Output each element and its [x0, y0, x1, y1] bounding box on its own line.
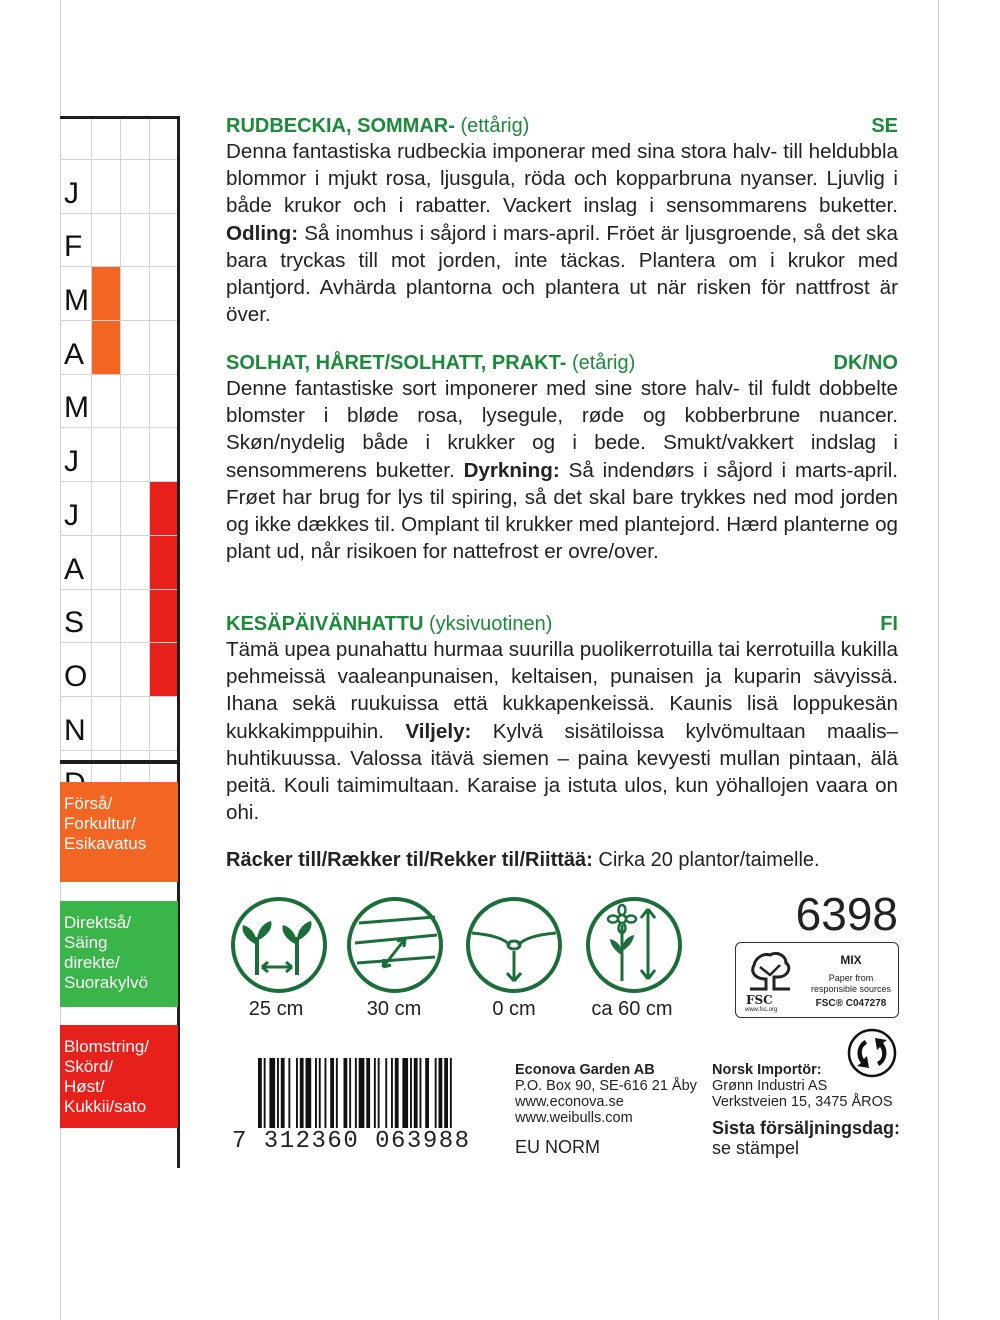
calendar-cell [91, 160, 120, 213]
section-title: RUDBECKIA, SOMMAR- [226, 115, 455, 137]
sowing-calendar [60, 116, 178, 804]
calendar-cell [120, 267, 149, 320]
language-code: DK/NO [833, 352, 898, 374]
barcode-bar [325, 1058, 327, 1134]
calendar-month-row [60, 214, 178, 268]
calendar-cell [120, 643, 149, 696]
calendar-cell [91, 697, 120, 750]
calendar-cell [149, 160, 178, 213]
calendar-cell [91, 321, 120, 374]
barcode-bar [330, 1058, 334, 1134]
sowing-depth-label: 0 cm [492, 998, 536, 1020]
calendar-cell [91, 643, 120, 696]
month-letter: O [64, 659, 88, 693]
legend-forsa: Förså/ Forkultur/ Esikavatus [60, 782, 178, 882]
fsc-tree-icon [744, 949, 796, 995]
calendar-month-row [60, 697, 178, 751]
barcode-bar [395, 1058, 399, 1134]
article-number: 6398 [795, 888, 898, 940]
barcode-bar [336, 1058, 338, 1134]
barcode-bar [269, 1058, 275, 1134]
barcode-bar [277, 1058, 279, 1134]
calendar-cell [149, 428, 178, 481]
barcode-number: 7 312360 063988 [232, 1128, 471, 1155]
calendar-divider [177, 116, 180, 1168]
barcode-bar [410, 1058, 412, 1134]
fsc-code: FSC® C047278 [815, 998, 887, 1009]
calendar-cell [91, 536, 120, 589]
barcode-bar [281, 1058, 285, 1134]
section-dk-no [226, 351, 898, 565]
month-letter: A [64, 552, 85, 586]
calendar-cell [149, 119, 178, 159]
fsc-logo-text: FSC [746, 993, 773, 1007]
recycle-icon [847, 1028, 897, 1078]
section-body: Tämä upea punahattu hurmaa suurilla puolikerrotuilla tai kerrotuilla kukilla pehmeissä vaaleanpunaisen, keltaisen, punaisen ja kuparin sävyissä. Ihana sekä ruukuissa että kukkapenkeissä. Kaunis lisä loppukesän kukkakimppuihin. Viljely: Kylvä sisätiloissa kylvömultaan maalis–huhtikuussa. Valossa itävä siemen – paina kevyesti mullan pintaan, älä peitä. Kouli taimimultaan. Karaise ja istuta ulos, kun yöhallojen vaara on ohi. [226, 638, 898, 825]
calendar-cell [149, 643, 178, 696]
month-letter: F [64, 230, 83, 264]
importer-address: Norsk Importör: Grønn Industri AS Verkstveien 15, 3475 ÅROS [712, 1062, 893, 1110]
barcode-bar [402, 1058, 408, 1134]
calendar-cell [91, 214, 120, 267]
section-fi [226, 612, 898, 826]
last-sale-date: Sista försäljningsdag: se stämpel [712, 1118, 901, 1158]
calendar-cell [149, 375, 178, 428]
barcode-bar [319, 1058, 321, 1134]
fsc-url: www.fsc.org [745, 1007, 778, 1013]
calendar-cell [91, 267, 120, 320]
calendar-cell [91, 375, 120, 428]
right-edge-line [938, 0, 939, 1320]
sowing-depth-icon [464, 895, 564, 995]
yield-info: Räcker till/Rækker til/Rekker til/Riittää: Cirka 20 plantor/taimelle. [226, 849, 820, 871]
section-heading [226, 612, 898, 636]
row-spacing-label: 30 cm [366, 998, 422, 1020]
barcode-bar [366, 1058, 370, 1134]
barcode-bar [288, 1058, 290, 1134]
barcode-bar [420, 1058, 422, 1134]
barcode-bar [439, 1058, 443, 1134]
language-code: FI [880, 613, 898, 635]
section-heading [226, 114, 898, 138]
month-letter: J [64, 176, 79, 210]
barcode-bar [296, 1058, 298, 1134]
legend-bloom: Blomstring/ Skörd/ Høst/ Kukkii/sato [60, 1025, 178, 1128]
calendar-month-row [60, 160, 178, 214]
barcode-bar [425, 1058, 429, 1134]
month-letter: M [64, 391, 89, 425]
calendar-month-row [60, 428, 178, 482]
calendar-cell [91, 428, 120, 481]
section-se [226, 114, 898, 328]
calendar-cell [120, 428, 149, 481]
calendar-cell [91, 119, 120, 159]
calendar-month-row [60, 643, 178, 697]
month-letter: M [64, 284, 89, 318]
calendar-cell [120, 160, 149, 213]
section-subtitle: (yksivuotinen) [428, 613, 553, 635]
section-title: KESÄPÄIVÄNHATTU [226, 613, 424, 635]
barcode-bar [374, 1058, 376, 1134]
calendar-cell [120, 119, 149, 159]
language-code: SE [871, 115, 898, 137]
calendar-cell [120, 321, 149, 374]
calendar-month-row [60, 321, 178, 375]
barcode-bar [385, 1058, 387, 1134]
section-body: Denne fantastiske sort imponerer med sine store halv- til fuldt dobbelte blomster i bløde rosa, lysegule, røde og kobberbrune nuancer. Skøn/nydelig både i krukker og i bede. Smukt/vakkert indslag i sensommerens buketter. Dyrkning: Så indendørs i såjord i marts-april. Frøet har brug for lys til spiring, så det skal bare trykkes ned mod jorden og ikke dækkes til. Omplant til krukker med plantejord. Hærd planterne og plant ud, når risikoen for nattefrost er ovre/over. [226, 377, 898, 564]
month-letter: S [64, 606, 85, 640]
month-letter: J [64, 498, 79, 532]
plant-spacing-label: 25 cm [248, 998, 304, 1020]
section-body: Denna fantastiska rudbeckia imponerar med sina stora halv- till heldubbla blommor i mjukt rosa, ljusgula, röda och kopparbruna nyanser. Ljuvlig i både krukor och i rabatter. Vackert inslag i sensommarens buketter. Odling: Så inomhus i såjord i mars-april. Fröet är ljusgroende, så det ska bara tryckas till mot jorden, inte täckas. Plantera om i krukor med plantjord. Avhärda plantorna och plantera ut när risken för nattfrost är över. [226, 140, 898, 327]
calendar-cell [149, 267, 178, 320]
calendar-month-row [60, 536, 178, 590]
calendar-cell [91, 590, 120, 643]
importer-title: Norsk Importör: [712, 1062, 822, 1078]
barcode-bar [444, 1058, 448, 1134]
calendar-month-row [60, 590, 178, 644]
section-subtitle: (ettårig) [460, 115, 530, 137]
calendar-cell [120, 375, 149, 428]
month-letter: J [64, 445, 79, 479]
calendar-cell [120, 482, 149, 535]
section-subtitle: (etårig) [571, 352, 636, 374]
calendar-cell [149, 214, 178, 267]
calendar-cell [120, 590, 149, 643]
calendar-cell [149, 697, 178, 750]
plant-height-icon [584, 895, 684, 995]
section-title: SOLHAT, HÅRET/SOLHATT, PRAKT- [226, 352, 567, 374]
barcode-bar [315, 1058, 317, 1134]
calendar-cell [91, 482, 120, 535]
calendar-cell [149, 321, 178, 374]
legend-separator [60, 760, 178, 764]
barcode-bar [306, 1058, 312, 1134]
calendar-month-row [60, 267, 178, 321]
company-address: Econova Garden AB P.O. Box 90, SE-616 21 Åby www.econova.se www.weibulls.com [515, 1062, 697, 1126]
plant-height-label: ca 60 cm [591, 998, 673, 1020]
month-letter: A [64, 337, 85, 371]
calendar-cell [149, 590, 178, 643]
calendar-cell [120, 697, 149, 750]
fsc-label [735, 942, 899, 1018]
barcode-bar [300, 1058, 304, 1134]
company-name: Econova Garden AB [515, 1062, 655, 1078]
legend-direkt: Direktså/ Säing direkte/ Suorakylvö [60, 901, 178, 1007]
section-heading [226, 351, 898, 375]
barcode-bar [344, 1058, 348, 1134]
row-spacing-icon [345, 895, 445, 995]
calendar-month-row [60, 375, 178, 429]
barcode-bar [391, 1058, 393, 1134]
month-letter: N [64, 713, 86, 747]
calendar-cell [149, 536, 178, 589]
barcode-bar [378, 1058, 380, 1134]
barcode-bar [414, 1058, 418, 1134]
fsc-mix: MIX [840, 953, 862, 967]
calendar-cell [149, 482, 178, 535]
plant-spacing-icon [229, 895, 329, 995]
calendar-cell [120, 536, 149, 589]
barcode-bar [349, 1058, 351, 1134]
calendar-cell [120, 214, 149, 267]
barcode-bar [435, 1058, 437, 1134]
calendar-month-row [60, 482, 178, 536]
fsc-paper-text: Paper from responsible sources [810, 973, 892, 994]
eu-norm: EU NORM [515, 1137, 600, 1157]
calendar-header-row [60, 119, 178, 160]
